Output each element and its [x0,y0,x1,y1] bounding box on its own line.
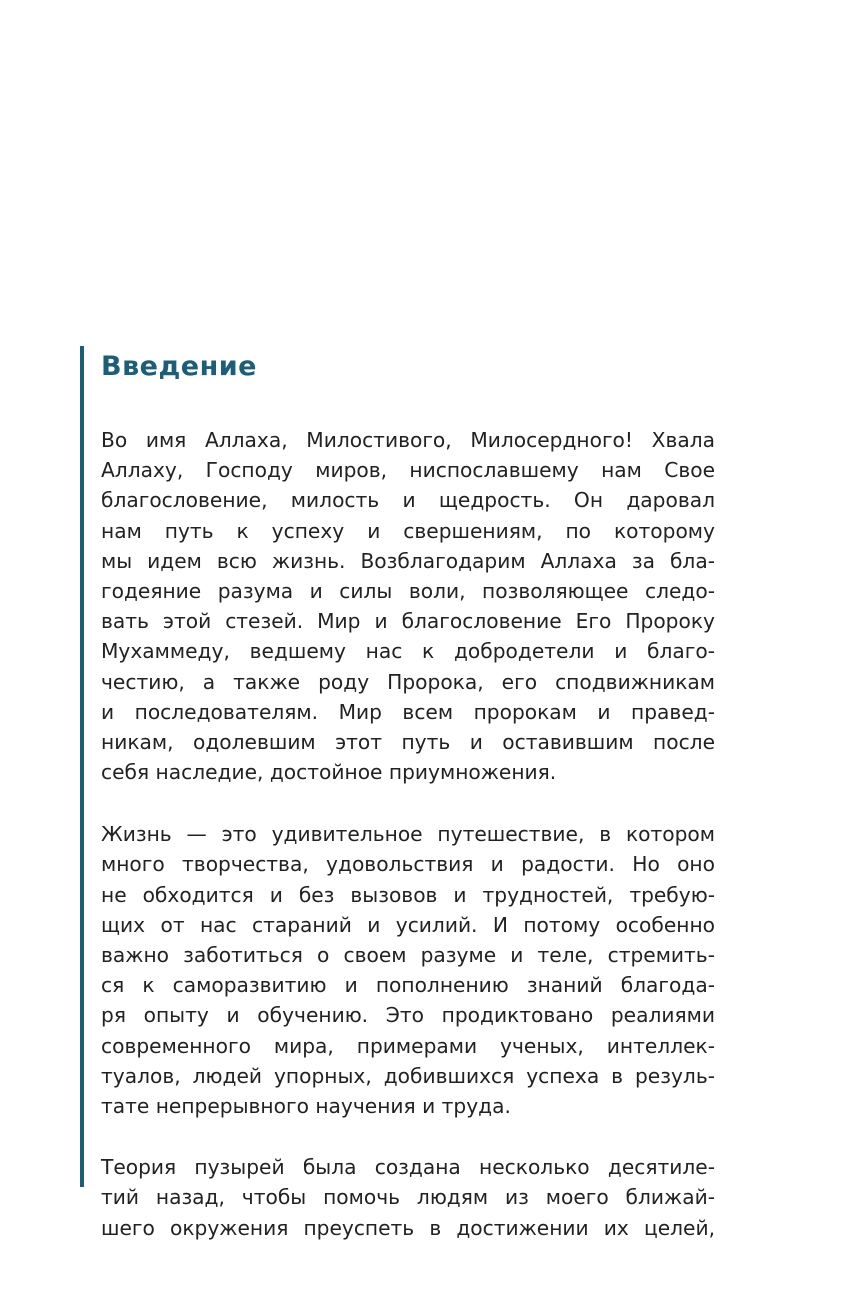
accent-bar [80,346,84,1187]
text-line: вать этой стезей. Мир и благословение Его Пророку [101,609,715,634]
paragraph-1 [101,425,715,787]
text-line: щих от нас стараний и усилий. И потому особенно [101,912,715,937]
chapter-heading: Введение [101,351,257,382]
text-line: тий назад, чтобы помочь людям из моего ближай- [101,1185,715,1210]
chapter-content [101,342,715,1243]
text-line: много творчества, удовольствия и радости. Но оно [101,852,715,877]
text-line: важно заботиться о своем разуме и теле, стремить- [101,943,715,967]
text-line: ся к саморазвитию и пополнению знаний благода- [101,973,715,998]
paragraph-3 [101,1152,715,1243]
text-line: никам, одолевшим этот путь и оставившим после [101,729,715,754]
text-line: Жизнь — это удивительное путешествие, в котором [101,822,715,847]
text-line: Мухаммеду, ведшему нас к добродетели и благо- [101,639,715,664]
text-line: шего окружения преуспеть в достижении их целей, [101,1215,715,1240]
text-line: современного мира, примерами ученых, интеллек- [101,1033,715,1058]
text-line: Теория пузырей была создана несколько десятиле- [101,1155,715,1180]
text-line: тате непрерывного научения и труда. [101,1093,511,1118]
text-line: и последователям. Мир всем пророкам и правед- [101,699,715,724]
text-line: честию, а также роду Пророка, его сподвижникам [101,669,715,694]
paragraph-2 [101,819,715,1121]
text-line: не обходится и без вызовов и трудностей, требую- [101,882,715,907]
text-line: Аллаху, Господу миров, ниспославшему нам Свое [101,458,715,483]
text-line: ря опыту и обучению. Это продиктовано реалиями [101,1003,715,1028]
text-line: нам путь к успеху и свершениям, по которому [101,518,715,543]
text-line: туалов, людей упорных, добившихся успеха в резуль- [101,1063,715,1088]
text-line: благословение, милость и щедрость. Он даровал [101,488,715,513]
text-line: мы идем всю жизнь. Возблагодарим Аллаха за бла- [101,548,715,573]
text-line: Во имя Аллаха, Милостивого, Милосердного! Хвала [101,428,715,452]
text-line: себя наследие, достойное приумножения. [101,760,557,785]
text-line: годеяние разума и силы воли, позволяющее следо- [101,578,715,603]
